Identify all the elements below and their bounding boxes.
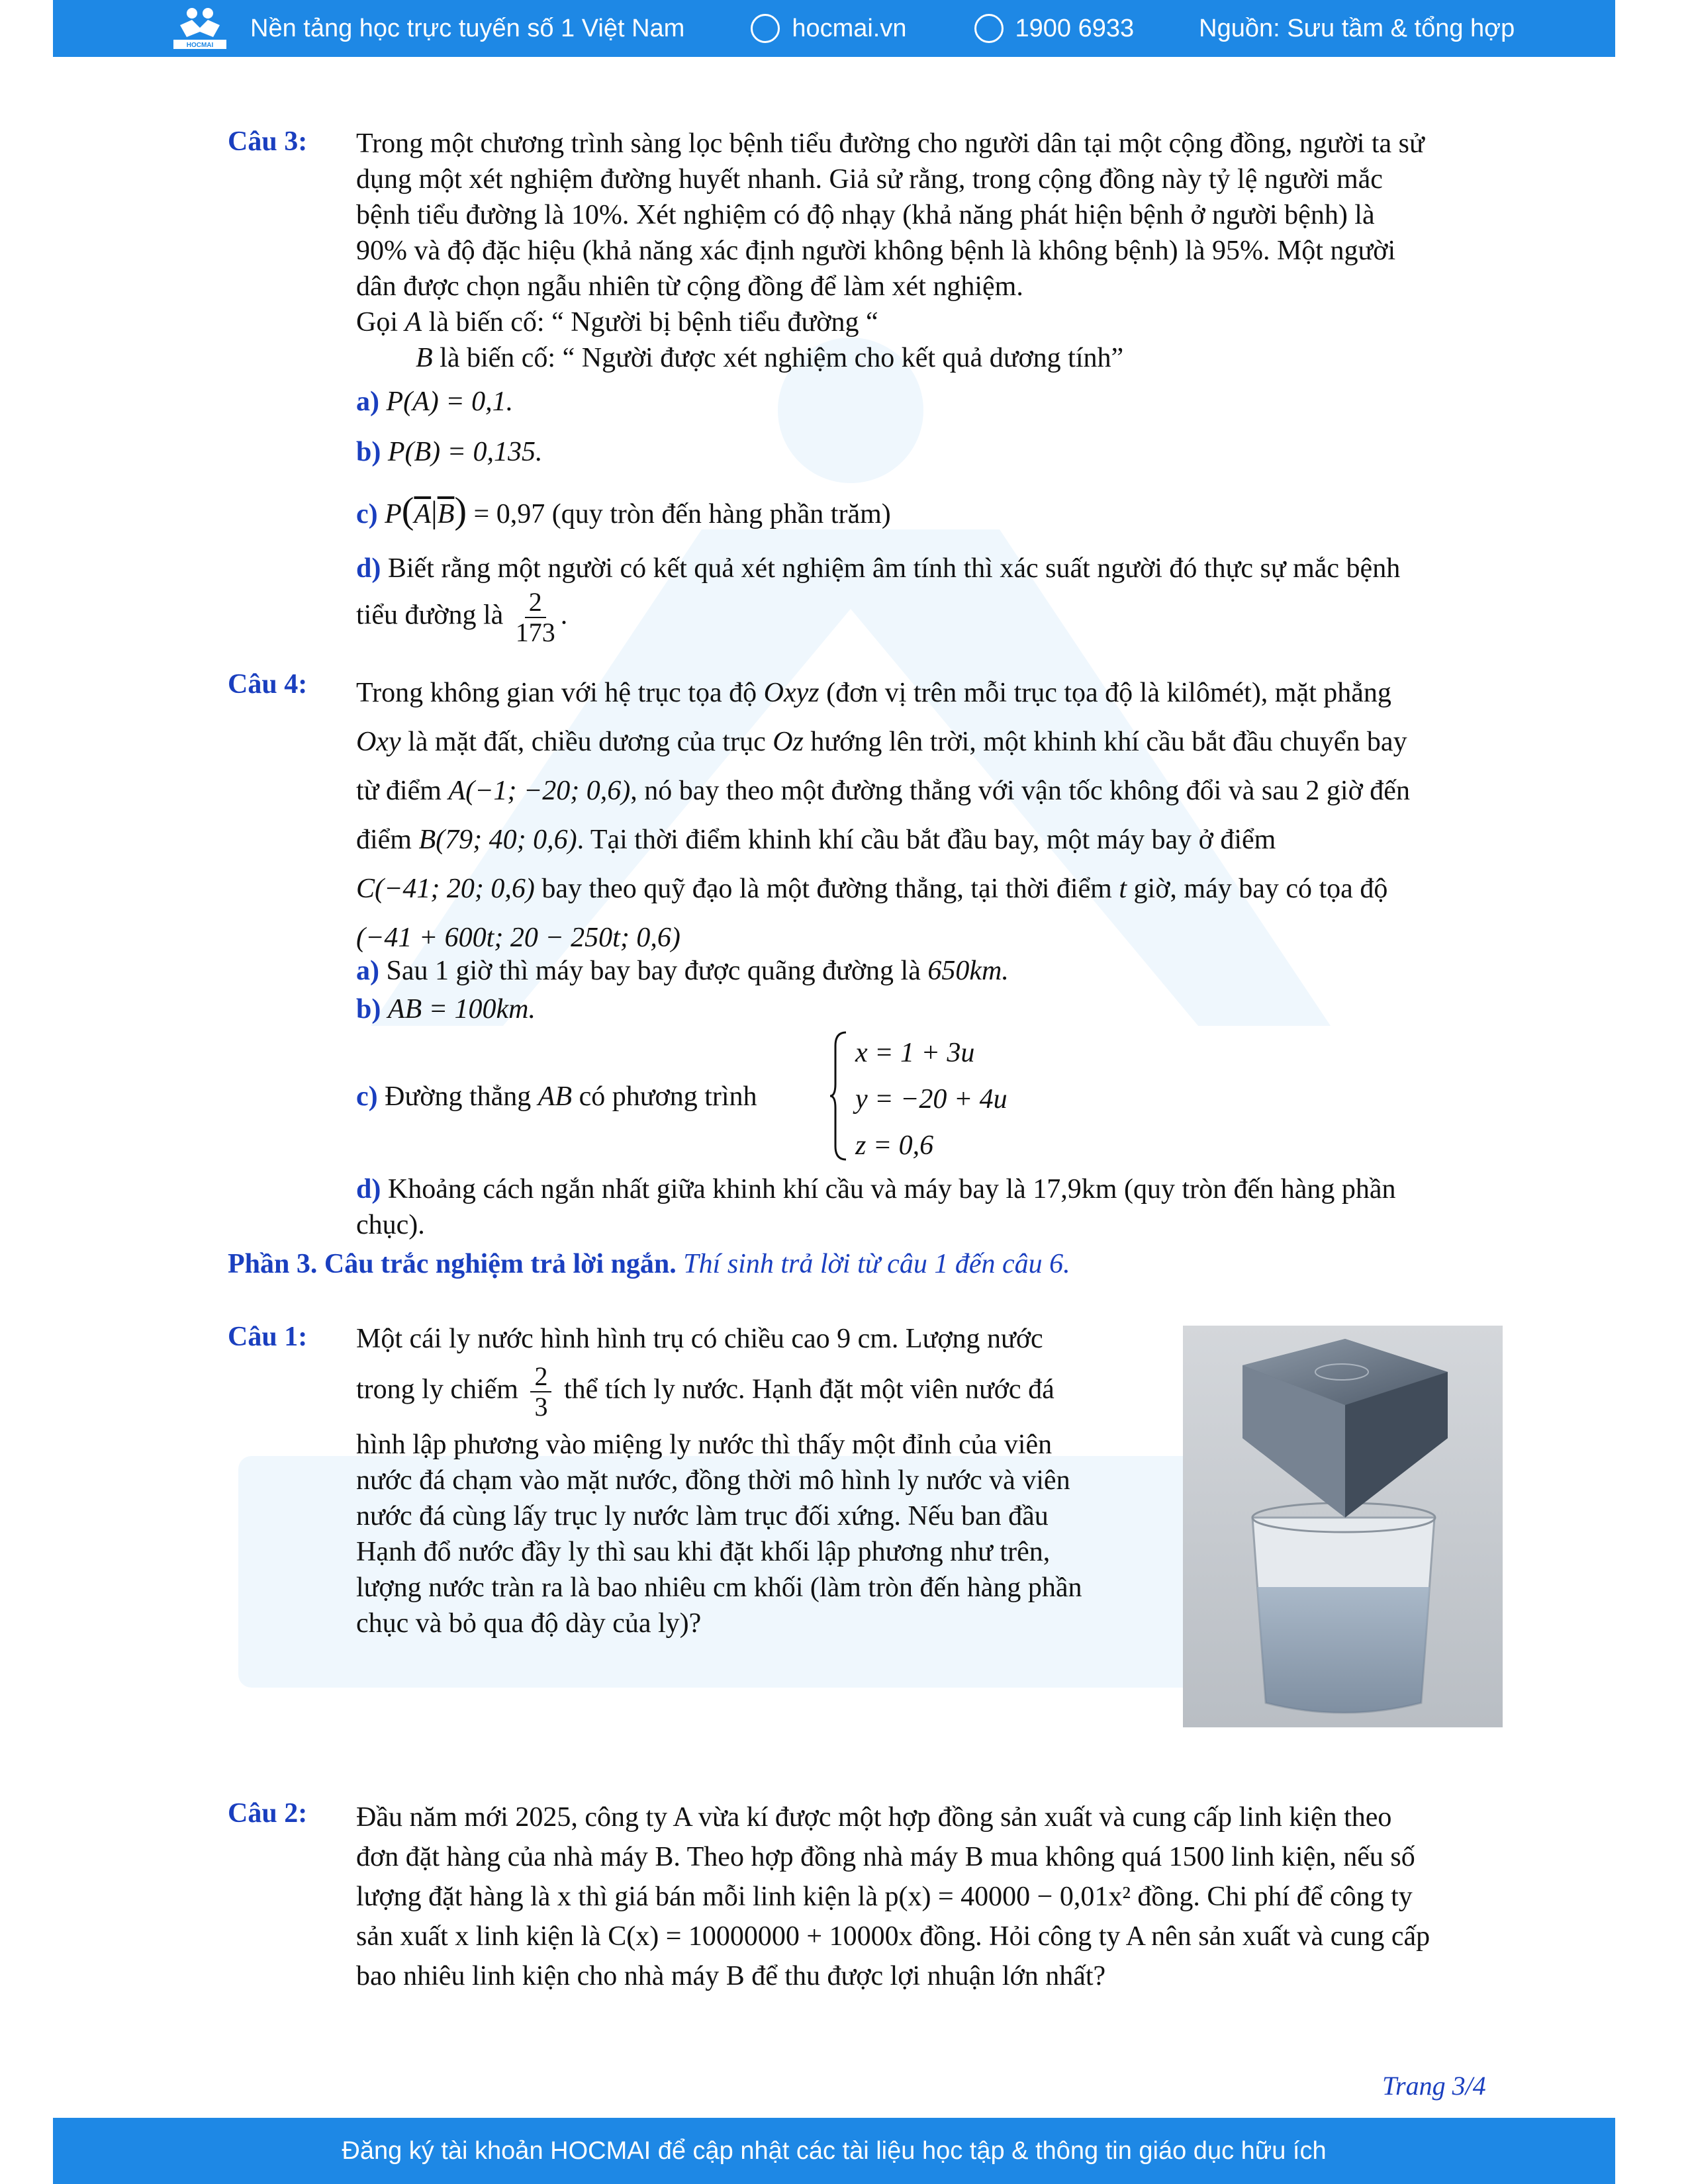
q4-line: C(−41; 20; 0,6) bay theo quỹ đạo là một đường thẳng, tại thời điểm t giờ, máy bay có tọa độ — [356, 874, 1388, 904]
q4-line: điểm B(79; 40; 0,6). Tại thời điểm khinh khí cầu bắt đầu bay, một máy bay ở điểm — [356, 825, 1276, 855]
brace-icon — [829, 1030, 849, 1162]
phone-icon — [974, 14, 1004, 43]
header-source: Nguồn: Sưu tầm & tổng hợp — [1199, 14, 1515, 42]
q3-line: dân được chọn ngẫu nhiên từ cộng đồng để làm xét nghiệm. — [356, 271, 1023, 302]
q3-body — [356, 126, 1541, 376]
q4-line: Oxy là mặt đất, chiều dương của trục Oz hướng lên trời, một khinh khí cầu bắt đầu chuyển bay — [356, 727, 1407, 757]
header-phone-link[interactable] — [974, 14, 1135, 43]
p3q2-body — [356, 1797, 1541, 1996]
q4-line: (−41 + 600t; 20 − 250t; 0,6) — [356, 923, 680, 953]
q3-line: 90% và độ đặc hiệu (khả năng xác định người không bệnh là không bệnh) là 95%. Một người — [356, 236, 1396, 266]
q3-option-b: b) P(B) = 0,135. — [356, 437, 543, 467]
q3-option-c: c) $P(\overline{A}|\overline{B}) = 0,97$ (quy tròn đến hàng phần trăm) — [356, 490, 891, 531]
p3q2-label: Câu 2: — [228, 1798, 308, 1829]
fraction: $\frac{2}{173}$ — [515, 587, 555, 647]
q4-line: Trong không gian với hệ trục tọa độ Oxyz (đơn vị trên mỗi trục tọa độ là kilômét), mặt phẳng — [356, 678, 1391, 708]
p3q2-line: sản xuất x linh kiện là C(x) = 10000000 + 10000x đồng. Hỏi công ty A nên sản xuất và cung cấp — [356, 1921, 1430, 1952]
p3q1-body — [356, 1321, 1157, 1641]
logo-text: HOCMAI — [186, 42, 214, 49]
hocmai-logo-icon — [165, 5, 232, 52]
ice-cube-glass-image — [1183, 1326, 1503, 1727]
page-number: Trang 3/4 — [1382, 2071, 1486, 2101]
globe-icon — [751, 14, 780, 43]
q3-line: Trong một chương trình sàng lọc bệnh tiểu đường cho người dân tại một cộng đồng, người ta sử — [356, 128, 1425, 159]
footer-bar[interactable] — [53, 2118, 1615, 2184]
header-website: hocmai.vn — [792, 14, 907, 42]
header-website-link[interactable] — [751, 14, 906, 43]
p3q2-line: bao nhiêu linh kiện cho nhà máy B để thu được lợi nhuận lớn nhất? — [356, 1961, 1106, 1991]
q3-line: bệnh tiểu đường là 10%. Xét nghiệm có độ nhạy (khả năng phát hiện bệnh ở người bệnh) là — [356, 200, 1375, 230]
p3q1-line: Một cái ly nước hình hình trụ có chiều cao 9 cm. Lượng nước — [356, 1324, 1043, 1354]
p3q1-label: Câu 1: — [228, 1322, 308, 1352]
p3q2-line: Đầu năm mới 2025, công ty A vừa kí được một hợp đồng sản xuất và cung cấp linh kiện theo — [356, 1802, 1392, 1833]
p3q1-line: nước đá chạm vào mặt nước, đồng thời mô hình ly nước và viên — [356, 1465, 1070, 1496]
p3q1-line: nước đá cùng lấy trục ly nước làm trục đối xứng. Nếu ban đầu — [356, 1501, 1049, 1531]
p3q1-line: lượng nước tràn ra là bao nhiêu cm khối (làm tròn đến hàng phần — [356, 1572, 1082, 1603]
q4-eq-y: y = −20 + 4u — [855, 1084, 1008, 1115]
p3q1-line: Hạnh đổ nước đầy ly thì sau khi đặt khối lập phương như trên, — [356, 1537, 1051, 1567]
p3q1-line: hình lập phương vào miệng ly nước thì thấy một đỉnh của viên — [356, 1430, 1053, 1460]
q4-option-c: c) Đường thẳng AB có phương trình — [356, 1081, 757, 1112]
p3q2-line: lượng đặt hàng là x thì giá bán mỗi linh kiện là p(x) = 40000 − 0,01x² đồng. Chi phí để công ty — [356, 1882, 1413, 1912]
q4-eq-x: x = 1 + 3u — [855, 1038, 975, 1068]
header-phone: 1900 6933 — [1015, 14, 1135, 42]
q3-option-d-line2: tiểu đường là $\frac{2}{173}$ . — [356, 587, 568, 647]
q4-option-d: d) Khoảng cách ngắn nhất giữa khinh khí cầu và máy bay là 17,9km (quy tròn đến hàng phần chục). — [356, 1174, 1396, 1240]
q3-def-b: B là biến cố: “ Người được xét nghiệm cho kết quả dương tính” — [416, 343, 1124, 373]
p3q1-line: chục và bỏ qua độ dày của ly)? — [356, 1608, 702, 1639]
p3q2-line: đơn đặt hàng của nhà máy B. Theo hợp đồng nhà máy B mua không quá 1500 linh kiện, nếu số — [356, 1842, 1415, 1872]
q4-line: từ điểm A(−1; −20; 0,6), nó bay theo một đường thẳng với vận tốc không đổi và sau 2 giờ đến — [356, 776, 1410, 806]
q3-option-d: d) Biết rằng một người có kết quả xét nghiệm âm tính thì xác suất người đó thực sự mắc bệnh — [356, 553, 1401, 584]
p3q1-line: trong ly chiếm $\frac{2}{3}$ thể tích ly nước. Hạnh đặt một viên nước đá — [356, 1361, 1055, 1422]
q4-label: Câu 4: — [228, 669, 308, 700]
q3-option-a: a) P(A) = 0,1. — [356, 387, 514, 417]
q4-option-a: a) Sau 1 giờ thì máy bay bay được quãng đường là 650km. — [356, 956, 1009, 986]
part3-heading: Phần 3. Câu trắc nghiệm trả lời ngắn. Thí sinh trả lời từ câu 1 đến câu 6. — [228, 1249, 1070, 1279]
footer-text: Đăng ký tài khoản HOCMAI để cập nhật các tài liệu học tập & thông tin giáo dục hữu ích — [342, 2136, 1327, 2165]
header-slogan: Nền tảng học trực tuyến số 1 Việt Nam — [250, 14, 685, 42]
q4-body — [356, 668, 1541, 962]
q4-option-b: b) AB = 100km. — [356, 994, 536, 1024]
q4-eq-z: z = 0,6 — [855, 1130, 934, 1161]
header-bar — [53, 0, 1615, 57]
q3-line: dụng một xét nghiệm đường huyết nhanh. Giả sử rằng, trong cộng đồng này tỷ lệ người mắc — [356, 164, 1383, 195]
q3-label: Câu 3: — [228, 126, 308, 157]
q3-def-a: Gọi A là biến cố: “ Người bị bệnh tiểu đường “ — [356, 307, 878, 338]
fraction: $\frac{2}{3}$ — [530, 1362, 551, 1422]
